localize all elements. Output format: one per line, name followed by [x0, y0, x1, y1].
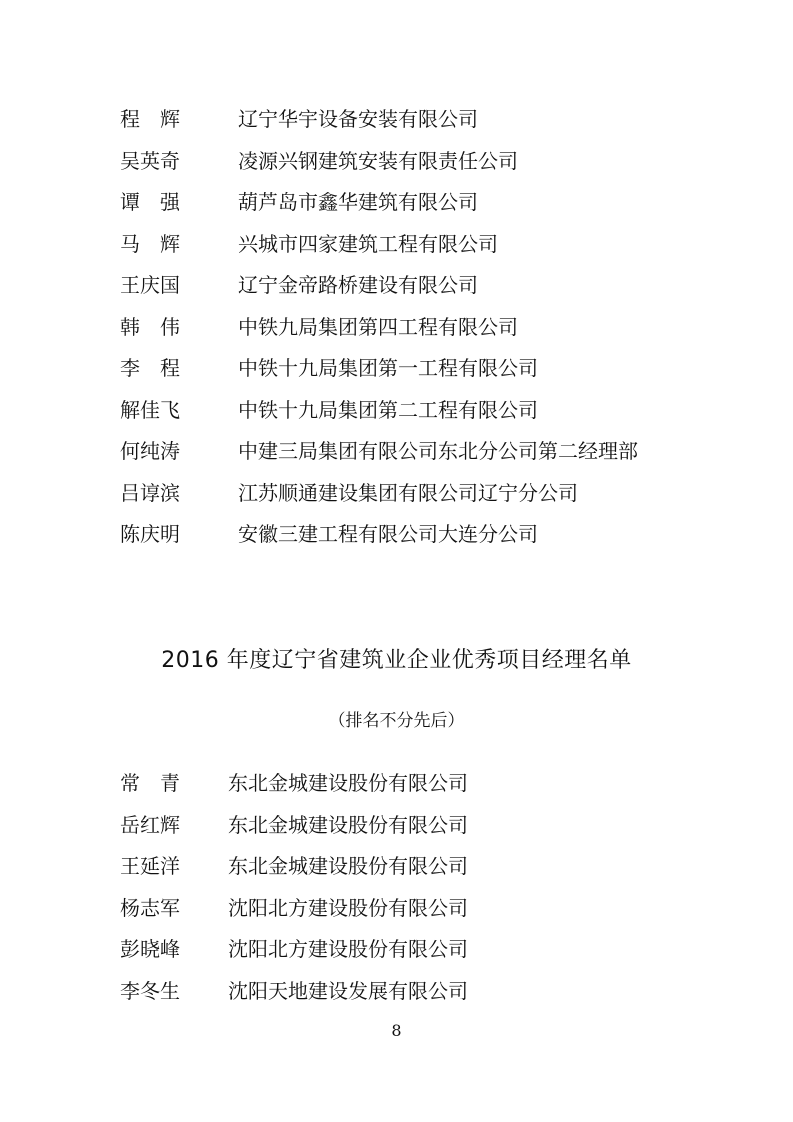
company-name: 中铁九局集团第四工程有限公司: [238, 314, 518, 339]
person-name: 吕谆滨: [120, 480, 180, 505]
company-name: 中铁十九局集团第二工程有限公司: [238, 397, 538, 422]
person-name: 马 辉: [120, 231, 180, 256]
list-item: [120, 932, 468, 962]
list-item: [120, 974, 468, 1004]
page-number: 8: [391, 1021, 402, 1040]
list-item: [120, 185, 478, 215]
company-name: 辽宁金帝路桥建设有限公司: [238, 272, 478, 297]
list-item: [120, 891, 468, 921]
list-item: [120, 393, 538, 423]
company-name: 安徽三建工程有限公司大连分公司: [238, 521, 538, 546]
person-name: 程 辉: [120, 106, 180, 131]
company-name: 东北金城建设股份有限公司: [228, 770, 468, 795]
person-name: 解佳飞: [120, 397, 180, 422]
list-item: [120, 476, 578, 506]
list-item: [120, 310, 518, 340]
person-name: 吴英奇: [120, 148, 180, 173]
person-name: 谭 强: [120, 189, 180, 214]
list-item: [120, 144, 518, 174]
person-name: 杨志军: [120, 895, 180, 920]
list-item: [120, 808, 468, 838]
list-item: [120, 102, 478, 132]
company-name: 中铁十九局集团第一工程有限公司: [238, 355, 538, 380]
list-item: [120, 517, 538, 547]
section-title: 2016 年度辽宁省建筑业企业优秀项目经理名单: [161, 648, 632, 673]
person-name: 韩 伟: [120, 314, 180, 339]
person-name: 彭晓峰: [120, 936, 180, 961]
person-name: 李冬生: [120, 978, 180, 1003]
list-item: [120, 434, 638, 464]
company-name: 葫芦岛市鑫华建筑有限公司: [238, 189, 478, 214]
person-name: 李 程: [120, 355, 180, 380]
list-item: [120, 351, 538, 381]
person-name: 岳红辉: [120, 812, 180, 837]
company-name: 凌源兴钢建筑安装有限责任公司: [238, 148, 518, 173]
company-name: 辽宁华宇设备安装有限公司: [238, 106, 478, 131]
list-item: [120, 849, 468, 879]
list-item: [120, 766, 468, 796]
person-name: 常 青: [120, 770, 180, 795]
person-name: 王延洋: [120, 853, 180, 878]
list-item: [120, 227, 498, 257]
company-name: 东北金城建设股份有限公司: [228, 812, 468, 837]
company-name: 中建三局集团有限公司东北分公司第二经理部: [238, 438, 638, 463]
company-name: 兴城市四家建筑工程有限公司: [238, 231, 498, 256]
company-name: 江苏顺通建设集团有限公司辽宁分公司: [238, 480, 578, 505]
section-subtitle: （排名不分先后）: [328, 711, 465, 731]
person-name: 何纯涛: [120, 438, 180, 463]
company-name: 东北金城建设股份有限公司: [228, 853, 468, 878]
person-name: 陈庆明: [120, 521, 180, 546]
person-name: 王庆国: [120, 272, 180, 297]
company-name: 沈阳北方建设股份有限公司: [228, 936, 468, 961]
list-item: [120, 268, 478, 298]
company-name: 沈阳北方建设股份有限公司: [228, 895, 468, 920]
company-name: 沈阳天地建设发展有限公司: [228, 978, 468, 1003]
